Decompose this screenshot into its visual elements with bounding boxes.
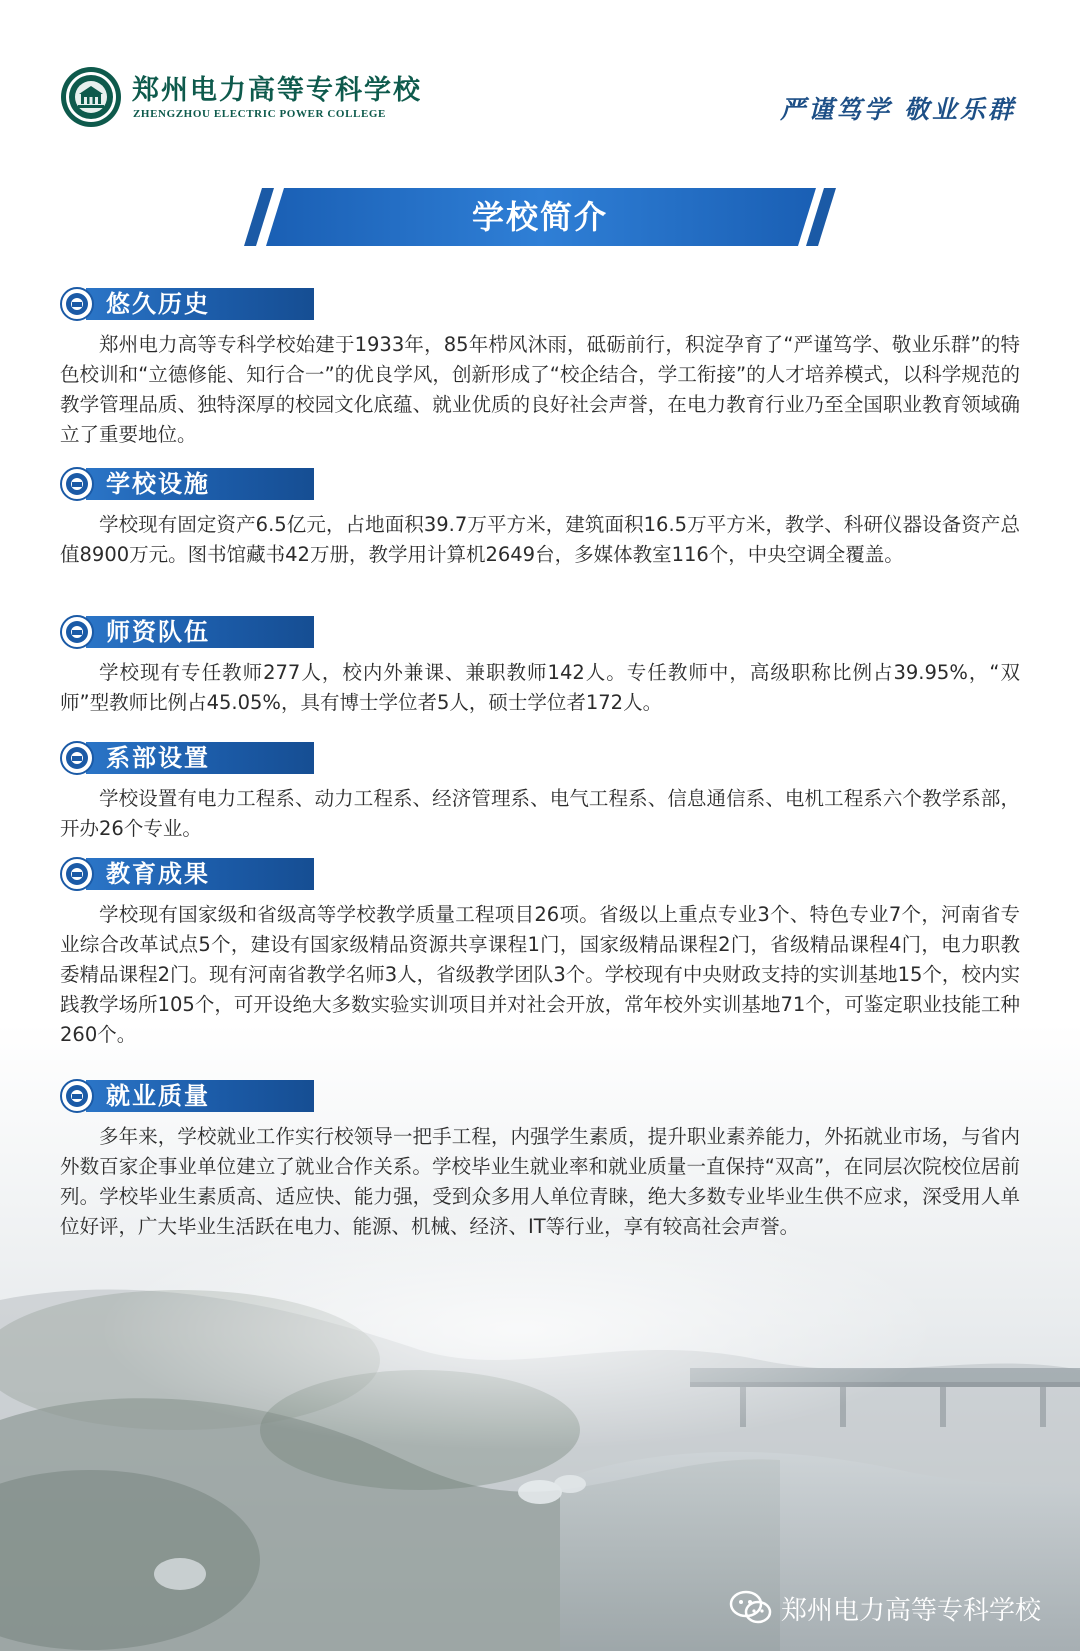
section-history bbox=[60, 286, 1020, 450]
section-title: 教育成果 bbox=[106, 860, 210, 888]
section-header bbox=[60, 286, 1020, 322]
section-title: 学校设施 bbox=[106, 470, 210, 498]
section-departments bbox=[60, 740, 1020, 844]
section-body: 学校设置有电力工程系、动力工程系、经济管理系、电气工程系、信息通信系、电机工程系六个教学系部，开办26个专业。 bbox=[60, 787, 1020, 840]
section-header bbox=[60, 614, 1020, 650]
section-header bbox=[60, 466, 1020, 502]
section-emblem-icon bbox=[60, 741, 94, 775]
section-employment bbox=[60, 1078, 1020, 1242]
section-title: 师资队伍 bbox=[106, 618, 210, 646]
school-name-en: ZHENGZHOU ELECTRIC POWER COLLEGE bbox=[133, 108, 386, 120]
wechat-icon bbox=[729, 1590, 773, 1626]
section-facilities bbox=[60, 466, 1020, 570]
school-name-cn: 郑州电力高等专科学校 bbox=[132, 75, 422, 106]
section-emblem-icon bbox=[60, 857, 94, 891]
section-emblem-icon bbox=[60, 615, 94, 649]
section-title: 就业质量 bbox=[106, 1082, 210, 1110]
section-header bbox=[60, 856, 1020, 892]
section-emblem-icon bbox=[60, 467, 94, 501]
title-banner bbox=[244, 188, 836, 246]
section-emblem-icon bbox=[60, 1079, 94, 1113]
section-title: 悠久历史 bbox=[106, 290, 210, 318]
header bbox=[60, 62, 1020, 132]
page-title: 学校简介 bbox=[471, 198, 608, 236]
section-body: 学校现有国家级和省级高等学校教学质量工程项目26项。省级以上重点专业3个、特色专业7个，河南省专业综合改革试点5个，建设有国家级精品资源共享课程1门，国家级精品课程2门，省级精品课程4门，电力职教委精品课程2门。现有河南省教学名师3人，省级教学团队3个。学校现有中央财政支持的实训基地15个，校内实践教学场所105个，可开设绝大多数实验实训项目并对社会开放，常年校外实训基地71个，可鉴定职业技能工种260个。 bbox=[60, 903, 1020, 1046]
section-body: 学校现有固定资产6.5亿元，占地面积39.7万平方米，建筑面积16.5万平方米，教学、科研仪器设备资产总值8900万元。图书馆藏书42万册，教学用计算机2649台，多媒体教室116个，中央空调全覆盖。 bbox=[60, 513, 1020, 566]
wechat-watermark bbox=[729, 1588, 1041, 1628]
section-emblem-icon bbox=[60, 287, 94, 321]
school-emblem-icon bbox=[60, 66, 122, 128]
section-header bbox=[60, 740, 1020, 776]
section-title: 系部设置 bbox=[106, 744, 210, 772]
section-faculty bbox=[60, 614, 1020, 718]
section-body: 学校现有专任教师277人，校内外兼课、兼职教师142人。专任教师中，高级职称比例占39.95%，“双师”型教师比例占45.05%，具有博士学位者5人，硕士学位者172人。 bbox=[60, 661, 1020, 714]
section-achievements bbox=[60, 856, 1020, 1050]
school-motto: 严谨笃学 敬业乐群 bbox=[780, 95, 1016, 124]
section-body: 多年来，学校就业工作实行校领导一把手工程，内强学生素质，提升职业素养能力，外拓就业市场，与省内外数百家企事业单位建立了就业合作关系。学校毕业生就业率和就业质量一直保持“双高”，在同层次院校位居前列。学校毕业生素质高、适应快、能力强，受到众多用人单位青睐，绝大多数专业毕业生供不应求，深受用人单位好评，广大毕业生活跃在电力、能源、机械、经济、IT等行业，享有较高社会声誉。 bbox=[60, 1125, 1020, 1238]
watermark-text: 郑州电力高等专科学校 bbox=[781, 1595, 1042, 1626]
section-header bbox=[60, 1078, 1020, 1114]
section-body: 郑州电力高等专科学校始建于1933年，85年栉风沐雨，砥砺前行，积淀孕育了“严谨笃学、敬业乐群”的特色校训和“立德修能、知行合一”的优良学风，创新形成了“校企结合，学工衔接”的人才培养模式，以科学规范的教学管理品质、独特深厚的校园文化底蕴、就业优质的良好社会声誉，在电力教育行业乃至全国职业教育领域确立了重要地位。 bbox=[60, 333, 1020, 446]
